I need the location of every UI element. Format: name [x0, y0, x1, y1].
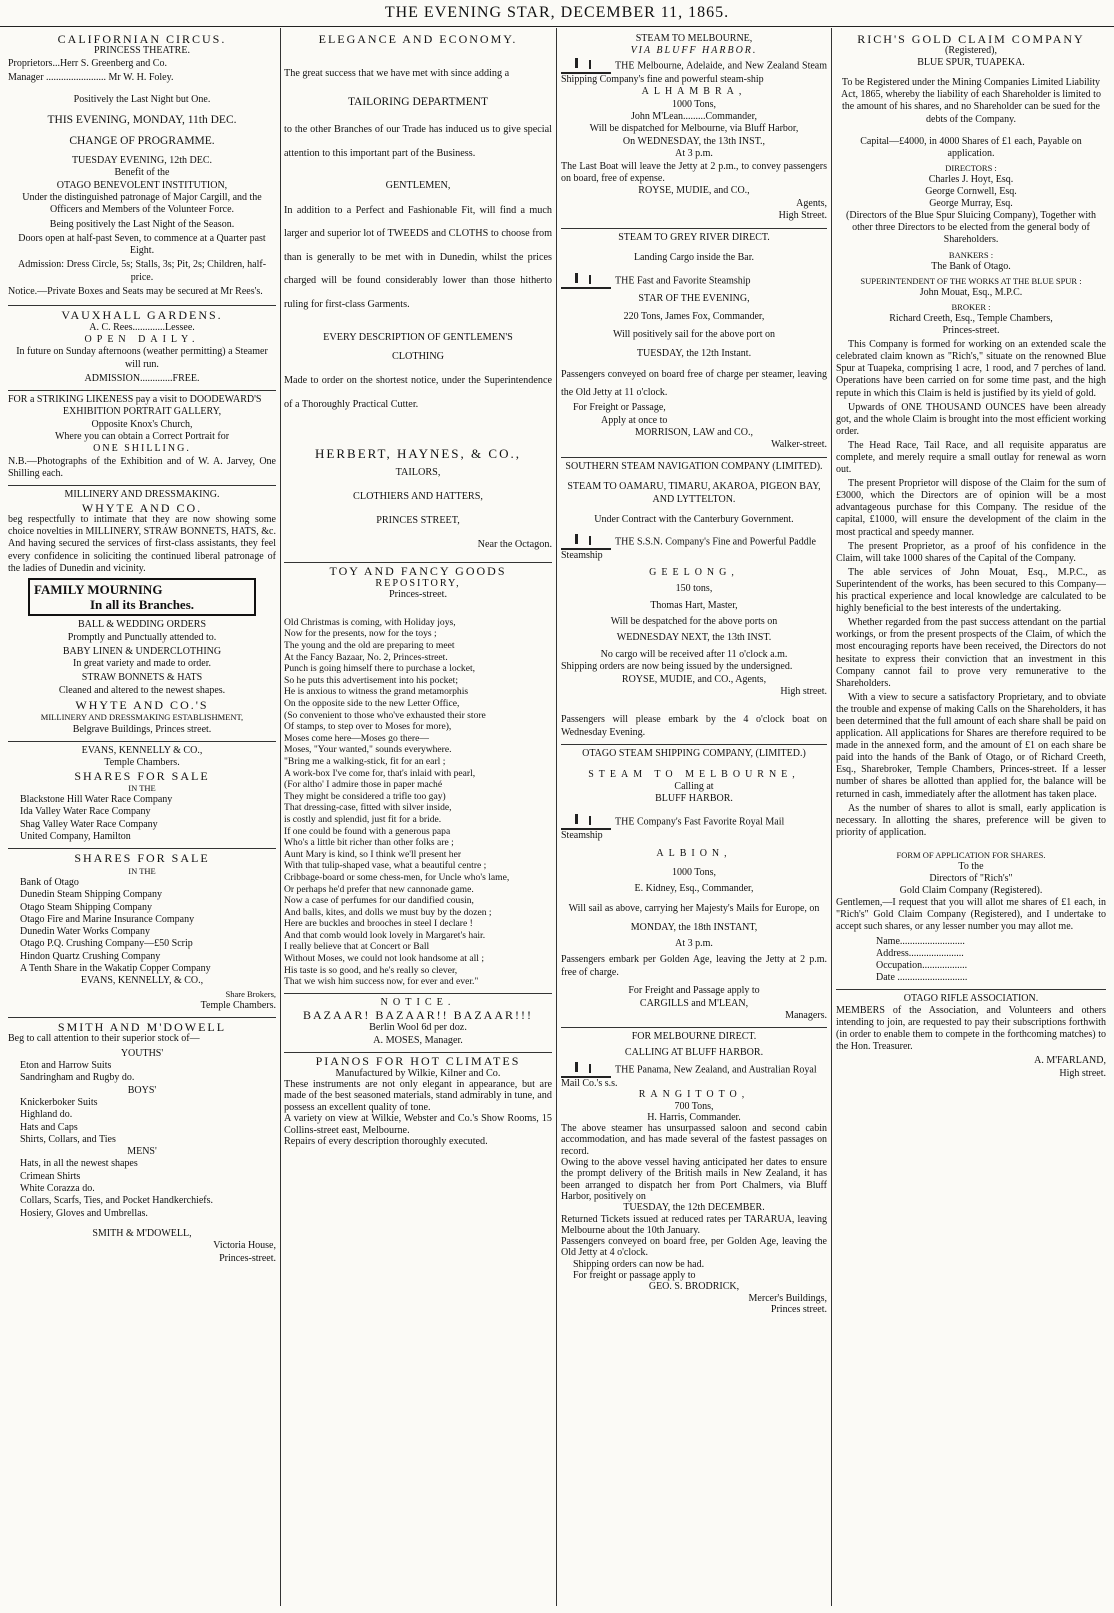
poem-line: I really believe that at Concert or Ball	[284, 941, 430, 953]
prospectus-paragraph: Upwards of ONE THOUSAND OUNCES have been already got, and the whole Claim is brought into the most efficient working order.	[836, 401, 1106, 437]
ad-line: BABY LINEN & UNDERCLOTHING	[62, 645, 222, 657]
ship-name: RANGITOTO,	[638, 1089, 750, 1101]
ad-line: PRINCES STREET,	[376, 515, 460, 527]
ad-title: STEAM TO MELBOURNE,	[635, 33, 753, 44]
ad-line: For freight or passage apply to	[573, 1269, 696, 1281]
ad-line: 1000 Tons,	[671, 866, 717, 878]
poem-line: Now for the presents, now for the toys ;	[284, 628, 437, 640]
ad-line: TUESDAY EVENING, 12th DEC.	[71, 155, 213, 167]
column-2	[284, 30, 552, 1605]
ad-line: THIS EVENING, MONDAY, 11th DEC.	[47, 114, 237, 127]
ad-line: (Registered),	[945, 45, 997, 57]
poem-line: (For altho' I admire those in paper maché	[284, 779, 443, 791]
prospectus-paragraph: The present Proprietor, as a proof of his confidence in the Claim, will take 1000 shares of the Capital of the Company.	[836, 540, 1106, 564]
list-item: Highland do.	[20, 1109, 73, 1121]
ad-line: TUESDAY, the 12th Instant.	[636, 347, 752, 359]
ad-line: MORRISON, LAW and CO.,	[635, 426, 753, 438]
ad-line: In future on Sunday afternoons (weather permitting) a Steamer will run.	[16, 346, 268, 370]
column-3	[561, 30, 827, 1605]
ad-line: SUPERINTENDENT OF THE WORKS AT THE BLUE SPUR :	[860, 275, 1082, 286]
ad-line: 150 tons,	[675, 583, 713, 595]
steamship-icon	[561, 534, 611, 550]
ad-line: Will sail as above, carrying her Majesty's Mails for Europe, on	[568, 902, 820, 914]
application-form-text: Gentlemen,—I request that you will allot me shares of £1 each, in "Rich's" Gold Claim Company (Registered), and I undertake to accept such shares, or any lesser number you may allot me.	[836, 897, 1106, 933]
ad-line: Agents,	[796, 197, 827, 209]
ad-line: Temple Chambers.	[104, 757, 180, 769]
ad-title: SHARES FOR SALE	[74, 851, 210, 866]
list-item: Hindon Quartz Crushing Company	[20, 950, 161, 962]
ad-line: The Bank of Otago.	[931, 260, 1011, 272]
form-field-name: Name..........................	[876, 935, 965, 947]
grey-river-ad	[561, 229, 827, 458]
steamship-icon	[561, 1062, 611, 1078]
ad-line: THE Fast and Favorite Steamship	[615, 274, 751, 286]
ad-line: Proprietors...Herr S. Greenberg and Co.	[8, 57, 167, 69]
ad-line: BAZAAR! BAZAAR!! BAZAAR!!!	[303, 1008, 533, 1023]
ship-name: ALBION,	[656, 848, 732, 860]
ad-line: VIA BLUFF HARBOR.	[630, 45, 758, 57]
ad-line: In addition to a Perfect and Fashionable Fit, will find a much larger and superior lot of TWEEDS and CLOTHS to choose from than is generally to be met with in Dunedin, whilst the prices charged will be found considerably lower than those hitherto ruling for first-class Garments.	[284, 204, 552, 310]
poem-line: is costly and splendid, just fit for a bride.	[284, 813, 442, 825]
list-item: Dunedin Water Works Company	[20, 926, 150, 938]
column-rule	[280, 28, 281, 1606]
ad-title: PIANOS FOR HOT CLIMATES	[315, 1054, 521, 1069]
ad-line: THE Melbourne, Adelaide, and New Zealand Steam Shipping Company's fine and powerful steam-ship	[561, 60, 827, 85]
southern-steam-ad	[561, 458, 827, 746]
ad-line: CLOTHING	[391, 350, 445, 362]
ad-line: TAILORING DEPARTMENT	[347, 95, 489, 108]
ad-heading: MILLINERY AND DRESSMAKING.	[64, 489, 220, 501]
poem-line: Aunt Mary is kind, so I think we'll present her	[284, 848, 462, 860]
ad-line: For Freight and Passage apply to	[628, 985, 760, 997]
ad-line: Princes street.	[770, 1303, 827, 1315]
poem-line: And that comb would look lovely in Margaret's hair.	[284, 929, 486, 941]
ad-line: GEO. S. BRODRICK,	[648, 1281, 740, 1293]
ad-line: CARGILLS and M'LEAN,	[639, 997, 749, 1009]
ad-line: 220 Tons, James Fox, Commander,	[623, 310, 765, 322]
bazaar-notice	[284, 994, 552, 1053]
ad-line: Will positively sail for the above port on	[612, 329, 776, 341]
ad-line: ONE SHILLING.	[93, 443, 191, 455]
ad-line: CALLING AT BLUFF HARBOR.	[624, 1046, 764, 1058]
ad-line: MONDAY, the 18th INSTANT,	[630, 921, 758, 933]
rifle-association-ad	[836, 990, 1106, 1085]
ad-line: Gold Claim Company (Registered).	[899, 885, 1043, 897]
ad-line: The Last Boat will leave the Jetty at 2 p.m., to convey passengers on board, free of expense.	[561, 160, 827, 185]
ad-line: Benefit of the	[114, 167, 170, 179]
shares-list	[8, 877, 276, 975]
ad-line: On WEDNESDAY, the 13th INST.,	[622, 135, 766, 147]
item-list	[8, 1158, 276, 1219]
ad-line: Promptly and Punctually attended to.	[67, 631, 217, 643]
ad-line: A. M'FARLAND,	[1034, 1055, 1106, 1067]
ad-line: DIRECTORS :	[945, 162, 997, 173]
list-item: Otago Fire and Marine Insurance Company	[20, 913, 195, 925]
ad-line: A. C. Rees.............Lessee.	[89, 321, 195, 333]
ad-line: The great success that we have met with since adding a	[284, 67, 510, 79]
ad-line: Passengers conveyed on board free of charge per steamer, leaving the Old Jetty at 11 o'clock.	[561, 369, 827, 399]
ad-line: MILLINERY AND DRESSMAKING ESTABLISHMENT,	[40, 712, 244, 723]
ad-line: ROYSE, MUDIE, and CO., Agents,	[621, 673, 767, 685]
ad-title: SOUTHERN STEAM NAVIGATION COMPANY (LIMITED).	[565, 460, 823, 472]
list-item: Dunedin Steam Shipping Company	[20, 889, 162, 901]
ad-line: FOR a STRIKING LIKENESS pay a visit to DOODEWARD'S	[8, 394, 262, 406]
list-item: George Cornwell, Esq.	[925, 186, 1017, 198]
ad-line: YOUTHS'	[120, 1047, 164, 1059]
ad-line: Landing Cargo inside the Bar.	[633, 252, 755, 264]
richs-ad	[836, 30, 1106, 990]
poem-line: His taste is so good, and he's really so clever,	[284, 964, 458, 976]
ad-line: Passengers will please embark by the 4 o'clock boat on Wednesday Evening.	[561, 714, 827, 738]
ad-line: BALL & WEDDING ORDERS	[77, 619, 207, 631]
list-item: Hats, in all the newest shapes	[20, 1158, 138, 1170]
form-field-occupation: Occupation..................	[876, 959, 968, 971]
poem-line: So he puts this advertisement into his pocket;	[284, 674, 458, 686]
poem-line: The young and the old are preparing to meet	[284, 640, 455, 652]
ad-line: Made to order on the shortest notice, under the Superintendence of a Thoroughly Practical Cutter.	[284, 375, 552, 410]
ad-line: to the other Branches of our Trade has induced us to give special attention to this important part of the Business.	[284, 124, 552, 160]
shares-ad-1	[8, 742, 276, 849]
ad-line: FAMILY MOURNING	[34, 582, 163, 598]
poem-line: (So convenient to those who've exhausted their store	[284, 709, 486, 721]
ad-line: EVANS, KENNELLY, & CO.,	[80, 975, 204, 987]
poem-line: Punch is going himself there to purchase a locket,	[284, 663, 476, 675]
ad-line: Passengers embark per Golden Age, leaving the Jetty at 2 p.m. free of charge.	[561, 954, 827, 978]
prospectus-paragraph: The Head Race, Tail Race, and all requisite apparatus are complete, and merely require a small outlay for renewal as worn out.	[836, 439, 1106, 476]
ad-line: Cleaned and altered to the newest shapes.	[58, 684, 226, 696]
list-item: Sandringham and Rugby do.	[20, 1072, 135, 1084]
ad-line: Doors open at half-past Seven, to commence at a Quarter past Eight.	[18, 232, 266, 257]
ad-line: Calling at	[674, 781, 714, 793]
mourning-box	[28, 578, 256, 616]
shares-list	[8, 794, 276, 843]
list-item: White Corazza do.	[20, 1183, 95, 1195]
item-list	[8, 1097, 276, 1146]
poem-line: That dressing-case, fitted with silver inside,	[284, 802, 452, 814]
ad-title: NOTICE.	[380, 996, 456, 1008]
application-form-fields	[836, 936, 1106, 984]
list-item: Hosiery, Gloves and Umbrellas.	[20, 1207, 148, 1219]
circus-ad	[8, 30, 276, 306]
ad-line: No cargo will be received after 11 o'clock a.m.	[600, 648, 788, 660]
ad-line: THE Company's Fast Favorite Royal Mail Steamship	[561, 816, 785, 841]
ad-line: beg respectfully to intimate that they are now showing some choice novelties in MILLINERY, STRAW BONNETS, HATS, &c. And having secured the services of first-class assistants, they feel every confidence in soliciting the continued liberal patronage of the ladies of Dunedin and vicinity.	[8, 513, 276, 574]
prospectus-paragraph: The able services of John Mouat, Esq., M.P.C., as Superintendent of the works, has been secured to this Company—his practical experience and local knowledge are calculated to be highly beneficial to the best interests of the undertaking.	[836, 566, 1106, 615]
item-list	[8, 1060, 276, 1085]
ad-title: CALIFORNIAN CIRCUS.	[57, 32, 227, 46]
millinery-ad	[8, 486, 276, 742]
ad-line: BOYS'	[127, 1084, 157, 1096]
ad-line: ROYSE, MUDIE, and CO.,	[638, 185, 750, 197]
alhambra-ad	[561, 30, 827, 229]
ad-line: PRINCESS THEATRE.	[94, 45, 190, 57]
column-1	[8, 30, 276, 1605]
poem-line: A work-box I've come for, that's inlaid with pearl,	[284, 767, 476, 779]
ad-line: 700 Tons,	[674, 1100, 714, 1112]
column-4	[836, 30, 1106, 1605]
list-item: Shag Valley Water Race Company	[20, 818, 158, 830]
ad-line: High street.	[1059, 1067, 1106, 1079]
ad-line: Walker-street.	[771, 439, 827, 451]
list-item: Bank of Otago	[20, 876, 79, 888]
ad-line: OTAGO BENEVOLENT INSTITUTION,	[56, 179, 228, 191]
ad-title: OTAGO RIFLE ASSOCIATION.	[903, 992, 1039, 1004]
ad-line: Berlin Wool 6d per doz.	[369, 1022, 467, 1034]
ad-line: IN THE	[128, 865, 156, 876]
list-item: Blackstone Hill Water Race Company	[20, 794, 173, 806]
ad-line: Managers.	[785, 1009, 827, 1021]
ad-line: Will be dispatched for Melbourne, via Bluff Harbor,	[589, 123, 799, 135]
list-item: Hats and Caps	[20, 1121, 78, 1133]
ad-line: John Mouat, Esq., M.P.C.	[919, 286, 1023, 298]
list-item: Eton and Harrow Suits	[20, 1060, 112, 1072]
list-item: Otago P.Q. Crushing Company—£50 Scrip	[20, 938, 193, 950]
prospectus-paragraph: This Company is formed for working on an extended scale the celebrated claim known as "Rich's," situate on the renowned Blue Spur at Tuapeka, comprising 1 acre, 1 rood, and 7 perches of land. Operations have been carried on for some time past, and the high repute in which this Claim is held is justified by its yield of gold.	[836, 339, 1106, 399]
poem-line: With that tulip-shaped vase, what a beautiful centre ;	[284, 860, 487, 872]
poem-line: Moses come here—Moses go there—	[284, 732, 429, 744]
ad-line: REPOSITORY,	[375, 577, 461, 589]
ad-line: E. Kidney, Esq., Commander,	[634, 883, 754, 895]
ad-line: These instruments are not only elegant in appearance, but are made of the best seasoned materials, stand admirably in tune, and possess an excellent quality of tone.	[284, 1079, 552, 1113]
ad-line: BROKER :	[951, 301, 991, 312]
list-item: United Company, Hamilton	[20, 831, 131, 843]
ad-line: Victoria House,	[213, 1240, 276, 1252]
ad-line: BLUFF HARBOR.	[655, 793, 733, 805]
ad-line: Princes-street.	[219, 1252, 276, 1264]
ship-name: STAR OF THE EVENING,	[638, 292, 750, 304]
prospectus-paragraph: With a view to secure a satisfactory Proprietary, and to obviate the trouble and expense of making Calls on the Shareholders, it has been determined that the full amount of each share shall be paid on application. All applications for Shares are therefore required to be made in the annexed form, and the amount of £1 on each share be paid into the hands of the Bank of Otago, or of Richard Creeth, Esq., Sharebroker, Temple Chambers, Princes-street. If a lesser number of shares be allotted than applied for, the balance will be returned in cash, immediately after the allotment has taken place.	[836, 691, 1106, 800]
ad-line: To the	[958, 861, 984, 872]
prospectus-paragraph: The present Proprietor will dispose of the Claim for the sum of £3000, which the Directors are of opinion will be a most advantageous purchase for this Company. The residue of the capital, £1000, will ensure the development of the claim in the most practical and speedy manner.	[836, 478, 1106, 538]
ad-line: THE Panama, New Zealand, and Australian Royal Mail Co.'s s.s.	[561, 1064, 817, 1089]
ad-line: BANKERS :	[948, 249, 994, 260]
otago-steam-ad	[561, 745, 827, 1028]
steamship-icon	[561, 814, 611, 830]
ad-line: 1000 Tons,	[671, 98, 717, 110]
ad-line: Passengers conveyed on board free, per Golden Age, leaving the Old Jetty at 4 o'clock.	[561, 1236, 827, 1259]
poem-line: He is anxious to witness the grand metamorphis	[284, 686, 469, 698]
steamship-icon	[561, 273, 611, 289]
poem-line: "Bring me a walking-stick, fit for an earl ;	[284, 755, 446, 767]
poem-line: Old Christmas is coming, with Holiday joys,	[284, 616, 456, 628]
ad-line: EXHIBITION PORTRAIT GALLERY,	[62, 406, 222, 418]
ad-line: Under the distinguished patronage of Major Cargill, and the Officers and Members of the Volunteer Force.	[22, 191, 262, 216]
poem-line: Of stamps, to step over to Moses for more),	[284, 721, 452, 733]
ad-title: TOY AND FANCY GOODS	[329, 564, 507, 579]
ad-line: STEAM TO OAMARU, TIMARU, AKAROA, PIGEON BAY, AND LYTTELTON.	[567, 481, 821, 505]
list-item: Collars, Scarfs, Ties, and Pocket Handkerchiefs.	[20, 1195, 214, 1207]
ad-title: STEAM TO GREY RIVER DIRECT.	[618, 231, 770, 243]
ad-line: EVERY DESCRIPTION OF GENTLEMEN'S	[323, 332, 513, 344]
ad-line: N.B.—Photographs of the Exhibition and of W. A. Jarvey, One Shilling each.	[8, 455, 276, 479]
ad-title: OTAGO STEAM SHIPPING COMPANY, (LIMITED.)	[582, 748, 806, 760]
ad-line: Mercer's Buildings,	[748, 1292, 827, 1304]
ad-line: Belgrave Buildings, Princes street.	[72, 723, 212, 735]
poem-line: Or perhaps he'd prefer that new cannonade game.	[284, 883, 474, 895]
ad-line: In all its Branches.	[89, 597, 194, 613]
list-item: Knickerboker Suits	[20, 1096, 98, 1108]
prospectus-paragraph: Whether regarded from the past success attendant on the partial workings, or from the present prospects of the Claim, of which the most encouraging reports have been received, the Directors do not hesitate to express their conviction that an investment in this Company cannot fail to prove very remunerative to the Shareholders.	[836, 617, 1106, 689]
poem-line: Here are buckles and brooches in steel I declare !	[284, 918, 473, 930]
ad-line: EVANS, KENNELLY & CO.,	[81, 744, 203, 756]
ad-line: STRAW BONNETS & HATS	[81, 672, 203, 684]
ad-line: Manager ........................ Mr W. H. Foley.	[8, 71, 174, 83]
list-item: Shirts, Collars, and Ties	[20, 1133, 116, 1145]
ad-line: CLOTHIERS AND HATTERS,	[353, 491, 483, 503]
list-item: Crimean Shirts	[20, 1170, 81, 1182]
ad-line: Opposite Knox's Church,	[91, 418, 193, 430]
ad-line: ADMISSION.............FREE.	[84, 372, 200, 384]
ad-line: Admission: Dress Circle, 5s; Stalls, 3s; Pit, 2s; Children, half-price.	[17, 259, 267, 283]
shares-ad-2	[8, 849, 276, 1018]
vauxhall-ad	[8, 306, 276, 391]
poem-line: Cribbage-board or some chess-men, for Uncle who's lame,	[284, 871, 510, 883]
poem-line: Without Moses, we could not look handsome at all ;	[284, 953, 484, 965]
rangitoto-ad	[561, 1028, 827, 1320]
ad-line: For Freight or Passage,	[573, 402, 666, 414]
steamship-icon	[561, 58, 611, 74]
ad-title: FOR MELBOURNE DIRECT.	[631, 1031, 757, 1043]
ad-line: Thomas Hart, Master,	[650, 599, 738, 611]
ad-line: Will be despatched for the above ports on	[610, 616, 778, 627]
ship-name: GEELONG,	[649, 566, 739, 578]
ad-line: A variety on view at Wilkie, Webster and Co.'s Show Rooms, 15 Collins-street east, Melbourne.	[284, 1113, 552, 1136]
ad-line: John M'Lean.........Commander,	[630, 111, 758, 123]
ad-line: TUESDAY, the 12th DECEMBER.	[623, 1202, 765, 1214]
ad-line: SMITH & M'DOWELL,	[92, 1227, 192, 1239]
masthead: THE EVENING STAR, DECEMBER 11, 1865.	[0, 0, 1114, 27]
ship-name: ALHAMBRA,	[641, 86, 747, 98]
ad-line: MENS'	[127, 1146, 157, 1158]
ad-line: At 3 p.m.	[675, 937, 713, 949]
ad-line: STEAM TO MELBOURNE,	[588, 768, 800, 780]
ad-title: SMITH AND M'DOWELL	[57, 1020, 227, 1035]
ad-line: Owing to the above vessel having anticipated her dates to ensure the prompt delivery of the British mails in New Zealand, it has been arranged to dispatch her from Port Chalmers, via Bluff Harbor, positively on	[561, 1157, 827, 1202]
ad-line: MEMBERS of the Association, and Volunteers and others intending to join, are requested to pay their subscriptions forthwith (in order to enable them to compete in the forthcoming matches) to the Hon. Treasurer.	[836, 1005, 1106, 1053]
poem-line: And balls, kites, and dolls we must buy by the dozen ;	[284, 906, 492, 918]
prospectus-paragraph: As the number of shares to allot is small, early application is necessary. In allotting the shares, preference will be given to priority of application.	[836, 802, 1106, 838]
ad-line: CHANGE OF PROGRAMME.	[69, 134, 215, 147]
ad-line: Princes-street.	[389, 589, 447, 601]
ad-title: WHYTE AND CO.	[81, 500, 203, 515]
column-rule	[831, 28, 832, 1606]
ad-line: To be Registered under the Mining Companies Limited Liability Act, 1865, whereby the liability of each Shareholder is limited to the amount of his shares, and no Shareholder can be sued for the debts of the Company.	[841, 77, 1101, 125]
ad-line: Notice.—Private Boxes and Seats may be secured at Mr Rees's.	[8, 286, 263, 298]
form-field-date: Date ............................	[876, 971, 968, 983]
ad-line: A. MOSES, Manager.	[373, 1034, 463, 1046]
ad-line: THE S.S.N. Company's Fine and Powerful Paddle Steamship	[561, 536, 816, 562]
poem-line: On the opposite side to the new Letter Office,	[284, 698, 460, 709]
ad-line: Shipping orders are now being issued by the undersigned.	[561, 661, 793, 673]
ad-title: WHYTE AND CO.'S	[75, 698, 209, 713]
ad-line: Near the Octagon.	[477, 539, 552, 551]
ad-line: Positively the Last Night but One.	[73, 94, 211, 106]
ad-line: At 3 p.m.	[675, 148, 713, 160]
form-field-address: Address......................	[876, 947, 964, 959]
ad-line: Share Brokers,	[225, 988, 276, 999]
ad-line: In great variety and made to order.	[73, 658, 211, 670]
ad-line: H. Harris, Commander.	[647, 1111, 741, 1123]
ad-title: ELEGANCE AND ECONOMY.	[318, 32, 518, 46]
ad-line: Capital—£4000, in 4000 Shares of £1 each, Payable on application.	[860, 135, 1082, 159]
poem	[284, 617, 552, 988]
ad-line: Being positively the Last Night of the Season.	[49, 218, 235, 230]
ad-line: Returned Tickets issued at reduced rates per TARARUA, leaving Melbourne about the 10th January.	[561, 1213, 827, 1236]
ad-line: High Street.	[778, 210, 827, 222]
ad-line: Repairs of every description thoroughly executed.	[284, 1136, 488, 1148]
ad-line: Beg to call attention to their superior stock of—	[8, 1033, 200, 1045]
ad-title: RICH'S GOLD CLAIM COMPANY	[857, 32, 1085, 46]
ad-line: FORM OF APPLICATION FOR SHARES.	[896, 849, 1046, 860]
list-item: Ida Valley Water Race Company	[20, 806, 151, 818]
ad-line: Apply at once to	[601, 414, 668, 426]
poem-line: If one could be found with a generous papa	[284, 825, 451, 837]
list-item: Otago Steam Shipping Company	[20, 901, 152, 913]
poem-line: Who's a little bit richer than other folks are ;	[284, 837, 454, 849]
ad-line: Directors of "Rich's"	[929, 873, 1013, 885]
ad-line: IN THE	[128, 782, 156, 793]
ad-line: GENTLEMEN,	[385, 180, 451, 192]
ad-line: Shipping orders can now be had.	[573, 1258, 705, 1270]
ad-line: OPEN DAILY.	[84, 333, 200, 345]
ad-line: High street.	[780, 686, 827, 698]
ad-title: HERBERT, HAYNES, & CO.,	[315, 446, 521, 462]
ad-line: (Directors of the Blue Spur Sluicing Company), Together with other three Directors to be elected from the general body of Shareholders.	[846, 210, 1096, 246]
prospectus-body	[836, 339, 1106, 839]
ad-line: Under Contract with the Canterbury Government.	[594, 513, 794, 525]
ad-line: Princes-street.	[942, 325, 1000, 337]
list-item: A Tenth Share in the Wakatip Copper Company	[20, 963, 211, 974]
column-rule	[556, 28, 557, 1606]
poem-line: That we wish him success now, for ever and ever."	[284, 976, 479, 988]
ad-line: Where you can obtain a Correct Portrait for	[54, 431, 230, 443]
ad-line: BLUE SPUR, TUAPEKA.	[917, 57, 1025, 69]
elegance-ad	[284, 30, 552, 563]
smith-ad	[8, 1018, 276, 1270]
ad-line: TAILORS,	[395, 467, 441, 479]
ad-line: Richard Creeth, Esq., Temple Chambers,	[889, 312, 1053, 324]
poem-line: Now a case of perfumes for our dandified cousin,	[284, 895, 474, 907]
pianos-ad	[284, 1053, 552, 1152]
poem-line: Moses, "Your wanted," sounds everywhere.	[284, 744, 452, 756]
list-item: Charles J. Hoyt, Esq.	[928, 173, 1014, 185]
ad-title: VAUXHALL GARDENS.	[61, 308, 223, 323]
poem-line: At the Fancy Bazaar, No. 2, Princes-street.	[284, 651, 448, 663]
ad-line: The above steamer has unsurpassed saloon and second cabin accommodation, and has made several of the fastest passages on record.	[561, 1123, 827, 1157]
toy-ad	[284, 563, 552, 994]
ad-line: WEDNESDAY NEXT, the 13th INST.	[616, 632, 772, 644]
ad-line: Temple Chambers.	[200, 999, 276, 1011]
poem-line: They might be considered a trifle too gay)	[284, 790, 446, 802]
list-item: George Murray, Esq.	[929, 198, 1013, 210]
ad-line: Manufactured by Wilkie, Kilner and Co.	[335, 1067, 501, 1079]
ad-title: SHARES FOR SALE	[74, 768, 210, 783]
doodeward-ad	[8, 391, 276, 486]
